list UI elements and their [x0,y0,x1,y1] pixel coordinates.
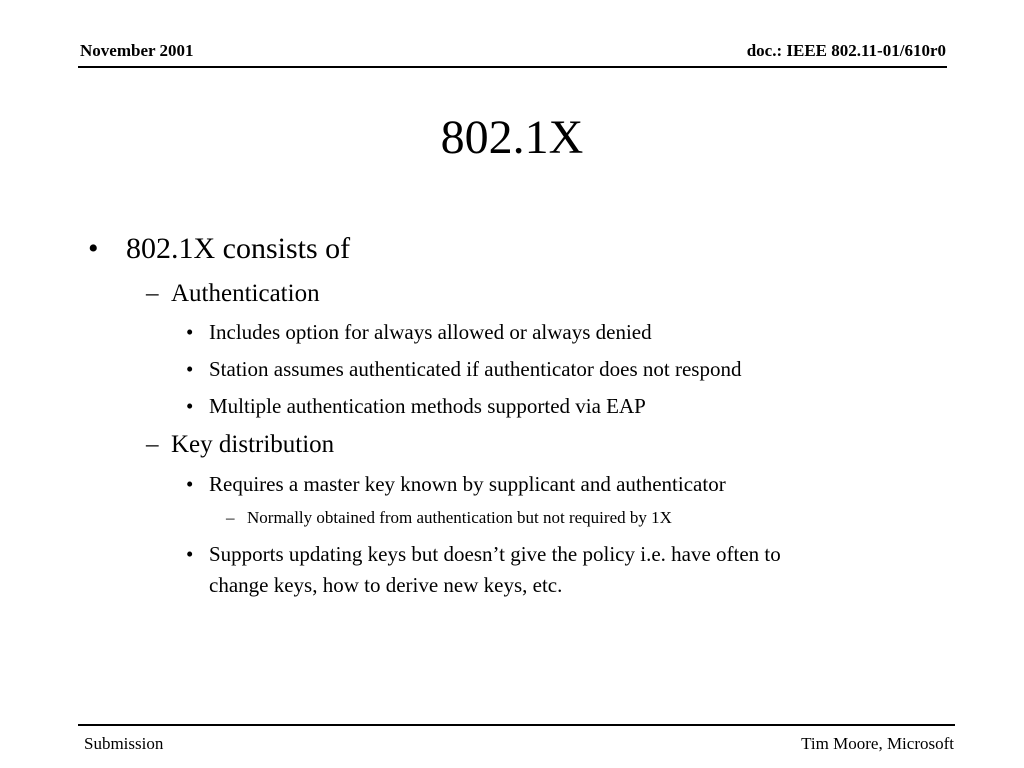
bullet-marker: • [186,320,194,344]
bullet-marker: • [186,357,194,381]
list-item: Includes option for always allowed or always denied [209,320,652,344]
list-item: Supports updating keys but doesn’t give the policy i.e. have often to [209,542,781,566]
footer-divider [78,724,955,726]
footer-submission: Submission [84,734,164,753]
dash-marker: – [146,431,159,458]
list-item: Key distribution [171,431,335,458]
dash-marker: – [146,280,159,307]
bullet-marker: • [186,472,194,496]
list-item: Station assumes authenticated if authenticator does not respond [209,357,742,381]
dash-marker: – [226,508,235,527]
list-item: Requires a master key known by supplicant and authenticator [209,472,726,496]
bullet-marker: • [88,232,99,265]
list-item: Normally obtained from authentication but not required by 1X [247,508,672,527]
list-item: Authentication [171,280,320,307]
list-item: Multiple authentication methods supported via EAP [209,394,646,418]
header-doc-id: doc.: IEEE 802.11-01/610r0 [746,41,946,60]
header-date: November 2001 [80,41,194,60]
list-item: 802.1X consists of [126,232,351,265]
list-item-continuation: change keys, how to derive new keys, etc. [209,573,563,597]
bullet-marker: • [186,394,194,418]
bullet-marker: • [186,542,194,566]
footer-author: Tim Moore, Microsoft [801,734,954,753]
slide-title: 802.1X [440,111,584,164]
